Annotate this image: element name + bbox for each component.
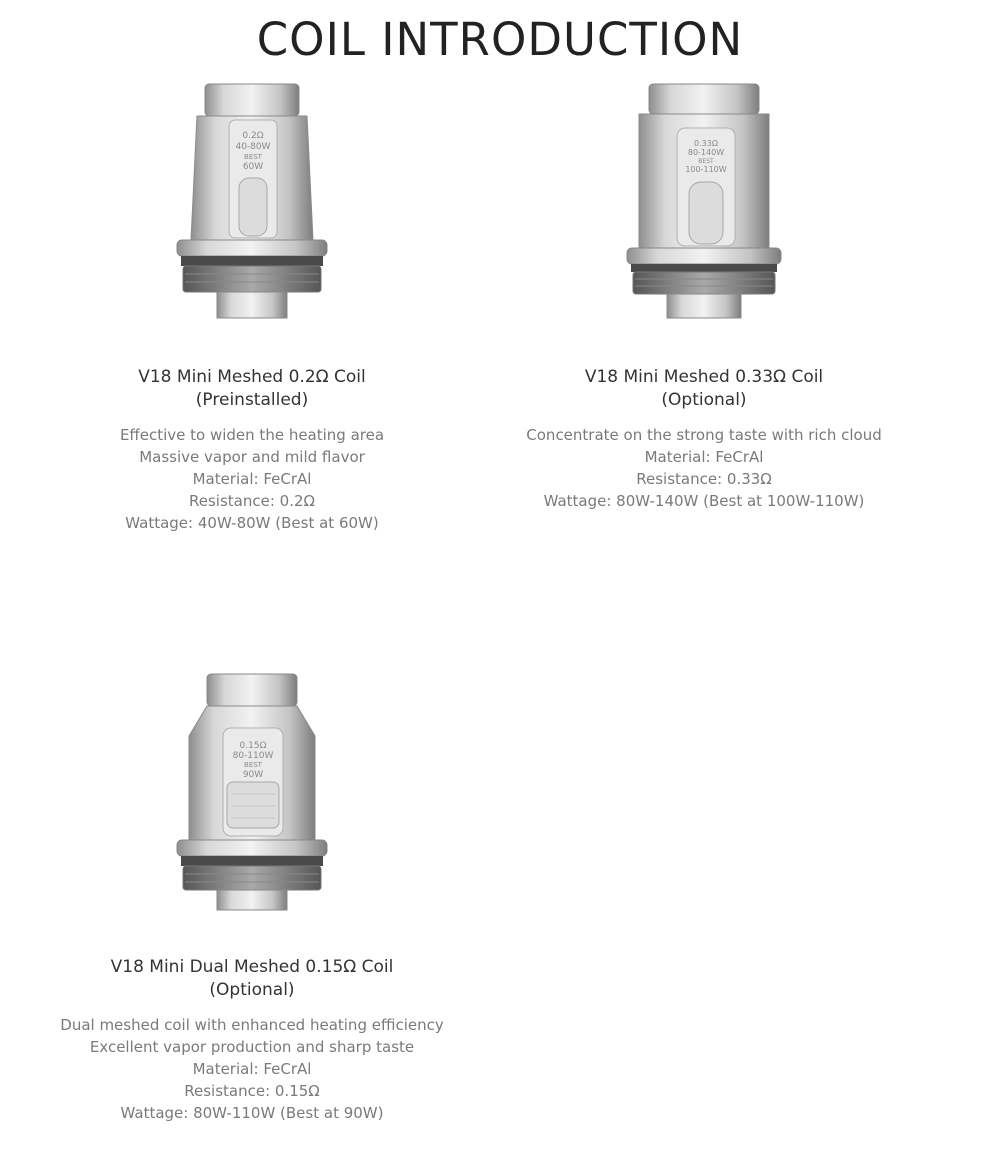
engraving-line: 80-140W [687, 148, 725, 157]
engraving-line: BEST [698, 158, 714, 165]
description-line: Concentrate on the strong taste with rich cloud [526, 426, 882, 444]
engraving-line: 100-110W [685, 165, 727, 174]
coil-card-0-2 [22, 80, 482, 534]
description-line: Excellent vapor production and sharp taste [89, 1038, 415, 1056]
coil-image-0-33 [619, 80, 789, 325]
engraving-line: BEST [244, 761, 262, 769]
description-line: Dual meshed coil with enhanced heating efficiency [60, 1016, 444, 1034]
engraving-line: 40-80W [235, 142, 271, 152]
coil-card-0-33 [474, 80, 934, 512]
engraving-line: 80-110W [232, 751, 274, 761]
description-line: Massive vapor and mild flavor [139, 448, 365, 466]
page-title: COIL INTRODUCTION [256, 13, 744, 66]
description-line: Material: FeCrAl [192, 470, 312, 488]
coil-name: V18 Mini Dual Meshed 0.15Ω Coil [110, 957, 394, 977]
description-line: Material: FeCrAl [644, 448, 764, 466]
coil-description [22, 1014, 482, 1124]
coil-image-0-2 [167, 80, 337, 325]
description-line: Material: FeCrAl [192, 1060, 312, 1078]
engraving-line: 90W [242, 770, 264, 780]
description-line: Wattage: 80W-140W (Best at 100W-110W) [543, 492, 865, 510]
description-line: Effective to widen the heating area [119, 426, 385, 444]
engraving-line: 0.15Ω [239, 741, 267, 751]
engraving-line: BEST [244, 153, 262, 161]
engraving-line: 0.33Ω [694, 139, 718, 148]
coil-status: (Optional) [209, 980, 295, 1000]
coil-name: V18 Mini Meshed 0.2Ω Coil [138, 367, 366, 387]
description-line: Resistance: 0.15Ω [184, 1082, 320, 1100]
coil-description [22, 424, 482, 534]
description-line: Wattage: 80W-110W (Best at 90W) [120, 1104, 384, 1122]
description-line: Resistance: 0.33Ω [636, 470, 772, 488]
description-line: Resistance: 0.2Ω [189, 492, 315, 510]
engraving-line: 0.2Ω [242, 131, 264, 141]
coil-status: (Preinstalled) [195, 390, 309, 410]
coil-card-0-15 [22, 670, 482, 1124]
coil-description [474, 424, 934, 512]
engraving-line: 60W [242, 162, 264, 172]
coil-image-0-15 [167, 670, 337, 915]
coil-status: (Optional) [661, 390, 747, 410]
coil-name: V18 Mini Meshed 0.33Ω Coil [584, 367, 824, 387]
description-line: Wattage: 40W-80W (Best at 60W) [125, 514, 379, 532]
